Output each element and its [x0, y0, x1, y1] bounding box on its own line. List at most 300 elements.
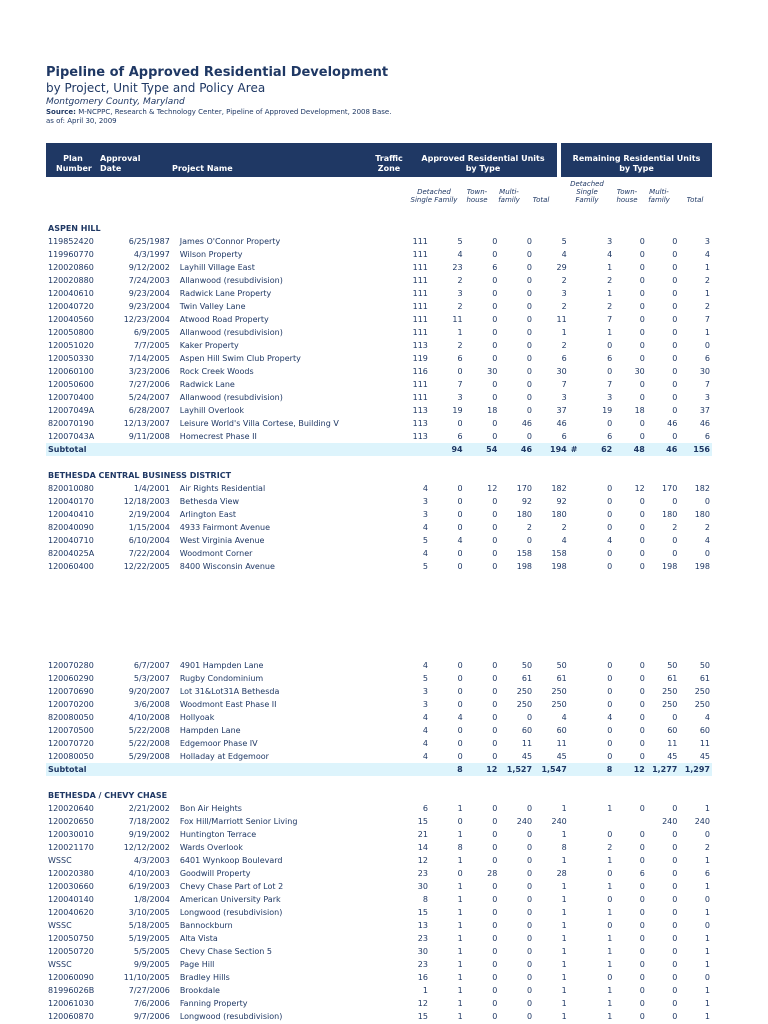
traffic-zone: 3: [422, 510, 428, 519]
approved-townhouse: 0: [492, 549, 498, 558]
remaining-detached: 1: [607, 999, 613, 1008]
plan-number: 120040720: [48, 302, 94, 311]
remaining-townhouse: 0: [639, 315, 645, 324]
project-name: Longwood (resubdivision): [179, 1012, 283, 1021]
subtotal-row: [46, 443, 712, 456]
traffic-zone: 3: [422, 687, 428, 696]
report-source: Source: M-NCPPC, Research & Technology Center, Pipeline of Approved Development, 2008 Base.: [46, 108, 392, 116]
remaining-townhouse: 0: [639, 843, 645, 852]
approved-detached: 0: [457, 661, 463, 670]
remaining-multifamily: 250: [662, 700, 678, 709]
remaining-multifamily: 0: [672, 315, 678, 324]
report-title: Pipeline of Approved Residential Development: [46, 65, 389, 80]
approved-detached: 0: [457, 367, 463, 376]
remaining-detached: 0: [607, 674, 613, 683]
table-row: [46, 521, 712, 534]
remaining-detached: 0: [607, 895, 613, 904]
column-header-band: [46, 143, 557, 177]
table-row: [46, 997, 712, 1010]
approved-total: 92: [556, 497, 567, 506]
table-row: [46, 430, 712, 443]
approved-townhouse: 0: [492, 380, 498, 389]
approved-townhouse: 0: [492, 237, 498, 246]
plan-number: 120040710: [48, 536, 94, 545]
report-header: [46, 64, 391, 126]
marker: [569, 828, 582, 841]
remaining-multifamily: 0: [672, 921, 678, 930]
table-row: [46, 932, 712, 945]
approved-multifamily: 0: [526, 237, 533, 246]
approved-total: 46: [556, 419, 567, 428]
remaining-townhouse: 18: [634, 406, 645, 415]
plan-number: Subtotal: [46, 763, 98, 776]
plan-number: 120070720: [48, 739, 94, 748]
remaining-multifamily: 11: [667, 739, 678, 748]
spacer-row: [46, 209, 712, 222]
remaining-multifamily: 0: [672, 869, 678, 878]
remaining-total: 1: [704, 856, 710, 865]
plan-number: 120050720: [48, 947, 94, 956]
marker: [569, 867, 582, 880]
remaining-townhouse: 0: [639, 510, 645, 519]
remaining-total: 1: [704, 960, 710, 969]
approval-date: 9/7/2006: [133, 1012, 170, 1021]
approved-townhouse: 0: [492, 341, 498, 350]
plan-number: 120050750: [48, 934, 94, 943]
remaining-detached: [582, 815, 615, 828]
report-subtitle: by Project, Unit Type and Policy Area: [46, 81, 266, 95]
project-name: Hollyoak: [179, 713, 215, 722]
approval-date: 7/27/2006: [128, 380, 170, 389]
approval-date: 5/22/2008: [128, 726, 170, 735]
plan-number: WSSC: [48, 921, 72, 930]
table-row: [46, 919, 712, 932]
approved-total: 28: [556, 869, 567, 878]
remaining-total: 1: [704, 934, 710, 943]
approval-date: 12/22/2005: [123, 562, 170, 571]
approved-townhouse: 0: [492, 497, 498, 506]
remaining-total: 1: [704, 289, 710, 298]
traffic-zone: 21: [417, 830, 428, 839]
marker: [569, 495, 582, 508]
traffic-zone: 116: [412, 367, 428, 376]
remaining-multifamily: 0: [672, 237, 678, 246]
table-row: [46, 893, 712, 906]
approved-total: 1: [561, 830, 567, 839]
plan-number: 119852420: [48, 237, 94, 246]
table-row: [46, 958, 712, 971]
marker: [569, 893, 582, 906]
remaining-townhouse: 0: [639, 237, 645, 246]
remaining-townhouse: 0: [639, 328, 645, 337]
remaining-total: 2: [704, 523, 710, 532]
approved-total: 158: [551, 549, 567, 558]
marker: [569, 698, 582, 711]
remaining-total: 1: [704, 263, 710, 272]
traffic-zone: 4: [422, 549, 428, 558]
marker: [569, 906, 582, 919]
approved-multifamily: 250: [516, 700, 533, 709]
remaining-detached: 0: [607, 484, 613, 493]
remaining-detached: 0: [607, 510, 613, 519]
approved-townhouse: 0: [492, 830, 498, 839]
marker: [569, 919, 582, 932]
remaining-detached: 1: [607, 289, 613, 298]
approved-multifamily: 0: [526, 999, 533, 1008]
approved-total: 7: [561, 380, 567, 389]
remaining-detached: 6: [607, 354, 613, 363]
approval-date: 7/14/2005: [128, 354, 170, 363]
approved-multifamily: 0: [526, 960, 533, 969]
traffic-zone: 111: [412, 393, 428, 402]
approved-multifamily: 158: [516, 549, 533, 558]
project-name: 4901 Hampden Lane: [179, 661, 264, 670]
approved-total: 11: [556, 739, 567, 748]
approved-townhouse: 0: [492, 973, 498, 982]
remaining-multifamily: 0: [672, 986, 678, 995]
approval-date: 9/20/2007: [128, 687, 170, 696]
header-remaining-group: Remaining Residential Units by Type: [572, 154, 701, 173]
plan-number: 120060290: [48, 674, 94, 683]
remaining-total: 6: [704, 354, 710, 363]
marker: [569, 932, 582, 945]
project-name: Rugby Condominium: [179, 674, 264, 683]
approved-detached: 0: [457, 726, 463, 735]
project-name: Homecrest Phase II: [179, 432, 257, 441]
table-row: [46, 378, 712, 391]
header-traffic: Traffic Zone: [375, 154, 403, 173]
marker: [569, 737, 582, 750]
marker: [569, 417, 582, 430]
remaining-townhouse: [614, 815, 647, 828]
approved-townhouse: 0: [492, 908, 498, 917]
approved-multifamily: 2: [526, 523, 533, 532]
sub-approved-town: Town- house: [466, 188, 488, 204]
remaining-total: 61: [699, 674, 710, 683]
approved-townhouse: 0: [492, 752, 498, 761]
project-name: Allanwood (resubdivision): [179, 276, 283, 285]
approved-detached: 1: [457, 960, 463, 969]
remaining-multifamily: 0: [672, 973, 678, 982]
approval-date: [98, 763, 172, 776]
marker: [569, 261, 582, 274]
approved-detached: 0: [457, 484, 463, 493]
traffic-zone: 3: [422, 700, 428, 709]
approved-detached: 19: [452, 406, 463, 415]
approved-multifamily: 0: [526, 328, 533, 337]
plan-number: 120070280: [48, 661, 94, 670]
remaining-multifamily: 0: [672, 406, 678, 415]
project-name: Lot 31&Lot31A Bethesda: [179, 687, 280, 696]
approved-townhouse: 0: [492, 934, 498, 943]
remaining-total: 45: [699, 752, 710, 761]
approved-total: 4: [561, 713, 567, 722]
approved-total: 250: [551, 700, 567, 709]
approved-townhouse: 0: [492, 354, 498, 363]
traffic-zone: 111: [412, 276, 428, 285]
approval-date: 5/18/2005: [128, 921, 170, 930]
project-name: Chevy Chase Section 5: [179, 947, 272, 956]
approved-multifamily: 46: [499, 443, 534, 456]
approved-detached: 0: [457, 869, 463, 878]
remaining-multifamily: 0: [672, 895, 678, 904]
traffic-zone: 4: [422, 484, 428, 493]
header-plan: Plan Number: [56, 154, 92, 173]
approved-townhouse: 54: [465, 443, 500, 456]
approved-townhouse: 0: [492, 328, 498, 337]
plan-number: 120040140: [48, 895, 94, 904]
approval-date: 9/23/2004: [128, 289, 170, 298]
approved-detached: 0: [457, 523, 463, 532]
project-name: Fanning Property: [179, 999, 248, 1008]
traffic-zone: 13: [417, 921, 428, 930]
remaining-multifamily: 0: [672, 289, 678, 298]
approved-detached: 1: [457, 856, 463, 865]
approved-multifamily: 0: [526, 263, 533, 272]
remaining-detached: 1: [607, 882, 613, 891]
approved-townhouse: 0: [492, 895, 498, 904]
remaining-total: 1: [704, 1012, 710, 1021]
approved-multifamily: 180: [516, 510, 533, 519]
table-row: [46, 906, 712, 919]
remaining-townhouse: 0: [639, 661, 645, 670]
approved-townhouse: 0: [492, 1012, 498, 1021]
approval-date: 1/8/2004: [133, 895, 170, 904]
project-name: Bradley Hills: [179, 973, 230, 982]
approval-date: 5/19/2005: [128, 934, 170, 943]
marker: [569, 534, 582, 547]
approved-multifamily: 0: [526, 934, 533, 943]
remaining-total: 1: [704, 947, 710, 956]
remaining-detached: 1: [607, 263, 613, 272]
remaining-multifamily: 45: [667, 752, 678, 761]
plan-number: 120020880: [48, 276, 94, 285]
approved-townhouse: 0: [492, 302, 498, 311]
project-name: Holladay at Edgemoor: [179, 752, 269, 761]
approved-detached: 0: [457, 674, 463, 683]
header-project: Project Name: [172, 164, 233, 173]
remaining-total: 0: [704, 497, 710, 506]
remaining-total: 156: [679, 443, 712, 456]
plan-number: 12007043A: [48, 432, 95, 441]
approved-detached: 0: [457, 687, 463, 696]
approved-detached: 0: [457, 419, 463, 428]
approval-date: 9/11/2008: [128, 432, 170, 441]
table-row: [46, 235, 712, 248]
traffic-zone: [389, 443, 430, 456]
remaining-townhouse: 48: [614, 443, 647, 456]
traffic-zone: 111: [412, 289, 428, 298]
remaining-total: 30: [699, 367, 710, 376]
approved-total: 2: [561, 302, 567, 311]
remaining-total: 0: [704, 921, 710, 930]
approval-date: 6/7/2007: [133, 661, 170, 670]
sub-remaining-detached: Detached Single Family: [570, 180, 604, 204]
remaining-multifamily: 0: [672, 367, 678, 376]
approved-multifamily: 0: [526, 302, 533, 311]
traffic-zone: 111: [412, 380, 428, 389]
remaining-total: 250: [694, 700, 710, 709]
remaining-detached: 0: [607, 973, 613, 982]
marker: [569, 274, 582, 287]
marker: [569, 685, 582, 698]
remaining-detached: 0: [607, 739, 613, 748]
approval-date: 7/27/2006: [128, 986, 170, 995]
remaining-multifamily: 250: [662, 687, 678, 696]
approval-date: 2/21/2002: [128, 804, 170, 813]
marker: [569, 365, 582, 378]
traffic-zone: 4: [422, 523, 428, 532]
remaining-total: 2: [704, 276, 710, 285]
marker: [569, 763, 582, 776]
approved-total: 1: [561, 1012, 567, 1021]
plan-number: 120040610: [48, 289, 94, 298]
approval-date: 6/10/2004: [128, 536, 170, 545]
sub-remaining-total: Total: [686, 196, 704, 204]
project-name: [172, 763, 389, 776]
project-name: Twin Valley Lane: [179, 302, 246, 311]
remaining-total: 46: [699, 419, 710, 428]
remaining-multifamily: 0: [672, 276, 678, 285]
remaining-detached: 19: [602, 406, 613, 415]
approved-townhouse: 12: [465, 763, 500, 776]
remaining-townhouse: 0: [639, 562, 645, 571]
approved-total: 61: [556, 674, 567, 683]
approved-townhouse: 0: [492, 856, 498, 865]
marker: [569, 711, 582, 724]
approved-multifamily: 46: [521, 419, 533, 428]
marker: [569, 659, 582, 672]
approved-detached: 2: [457, 276, 463, 285]
approved-detached: 6: [457, 432, 463, 441]
traffic-zone: 4: [422, 739, 428, 748]
remaining-multifamily: 240: [662, 817, 678, 826]
approval-date: 4/3/1997: [133, 250, 170, 259]
traffic-zone: 4: [422, 713, 428, 722]
marker: [569, 391, 582, 404]
approved-detached: 1: [457, 895, 463, 904]
remaining-townhouse: 0: [639, 895, 645, 904]
section-heading: [46, 469, 712, 482]
marker: [569, 802, 582, 815]
traffic-zone: 5: [422, 536, 428, 545]
table-row: [46, 313, 712, 326]
remaining-multifamily: 0: [672, 856, 678, 865]
remaining-multifamily: 2: [672, 523, 678, 532]
remaining-townhouse: 0: [639, 960, 645, 969]
project-name: Goodwill Property: [179, 869, 251, 878]
approved-multifamily: 1,527: [499, 763, 534, 776]
approval-date: 11/10/2005: [123, 973, 170, 982]
traffic-zone: 8: [422, 895, 428, 904]
approved-total: 1: [561, 973, 567, 982]
approved-total: 1: [561, 804, 567, 813]
approved-total: 45: [556, 752, 567, 761]
traffic-zone: 111: [412, 237, 428, 246]
remaining-townhouse: 0: [639, 432, 645, 441]
remaining-total: 7: [704, 380, 710, 389]
approved-detached: 1: [457, 986, 463, 995]
project-name: Wilson Property: [179, 250, 243, 259]
remaining-townhouse: 0: [639, 536, 645, 545]
project-name: Brookdale: [179, 986, 220, 995]
remaining-townhouse: 0: [639, 380, 645, 389]
plan-number: 120040170: [48, 497, 94, 506]
remaining-townhouse: 0: [639, 1012, 645, 1021]
approved-detached: 0: [457, 510, 463, 519]
plan-number: 120061030: [48, 999, 94, 1008]
remaining-header-band: [561, 143, 712, 177]
approval-date: 7/7/2005: [133, 341, 170, 350]
remaining-detached: 6: [607, 432, 613, 441]
approved-detached: 0: [457, 739, 463, 748]
marker: [569, 958, 582, 971]
approved-total: 37: [556, 406, 567, 415]
remaining-total: 198: [694, 562, 710, 571]
remaining-detached: 0: [607, 562, 613, 571]
approved-townhouse: 0: [492, 921, 498, 930]
remaining-townhouse: 0: [639, 700, 645, 709]
approved-total: 30: [556, 367, 567, 376]
marker: [569, 724, 582, 737]
approval-date: 5/3/2007: [133, 674, 170, 683]
approved-detached: 1: [457, 908, 463, 917]
remaining-total: 2: [704, 302, 710, 311]
approved-townhouse: 0: [492, 882, 498, 891]
approval-date: 12/18/2003: [123, 497, 170, 506]
plan-number: 12007049A: [48, 406, 95, 415]
project-name: Page Hill: [179, 960, 215, 969]
approval-date: 12/23/2004: [123, 315, 170, 324]
project-name: Layhill Village East: [179, 263, 255, 272]
marker: [569, 854, 582, 867]
remaining-multifamily: 0: [672, 908, 678, 917]
table-row: [46, 560, 712, 573]
project-name: Huntington Terrace: [179, 830, 257, 839]
remaining-townhouse: 0: [639, 726, 645, 735]
remaining-townhouse: 0: [639, 250, 645, 259]
project-name: Alta Vista: [179, 934, 218, 943]
project-name: Bon Air Heights: [179, 804, 242, 813]
pipeline-table-bottom: [46, 659, 712, 1023]
marker: [569, 997, 582, 1010]
approved-total: 2: [561, 523, 567, 532]
remaining-total: 37: [699, 406, 710, 415]
project-name: Air Rights Residential: [179, 484, 266, 493]
approved-multifamily: 0: [526, 406, 533, 415]
plan-number: 120030660: [48, 882, 94, 891]
remaining-multifamily: 0: [672, 804, 678, 813]
project-name: Aspen Hill Swim Club Property: [179, 354, 301, 363]
remaining-detached: 1: [607, 856, 613, 865]
traffic-zone: 111: [412, 263, 428, 272]
marker: [569, 300, 582, 313]
plan-number: 120060100: [48, 367, 94, 376]
approved-detached: 1: [457, 804, 463, 813]
remaining-detached: 1: [607, 934, 613, 943]
remaining-townhouse: 0: [639, 934, 645, 943]
approved-multifamily: 0: [526, 947, 533, 956]
traffic-zone: 111: [412, 250, 428, 259]
sub-remaining-town: Town- house: [616, 188, 638, 204]
project-name: 8400 Wisconsin Avenue: [179, 562, 275, 571]
marker: [569, 971, 582, 984]
remaining-detached: 1: [607, 1012, 613, 1021]
approval-date: 1/15/2004: [128, 523, 170, 532]
table-row: [46, 482, 712, 495]
remaining-multifamily: 170: [662, 484, 678, 493]
plan-number: WSSC: [48, 856, 72, 865]
